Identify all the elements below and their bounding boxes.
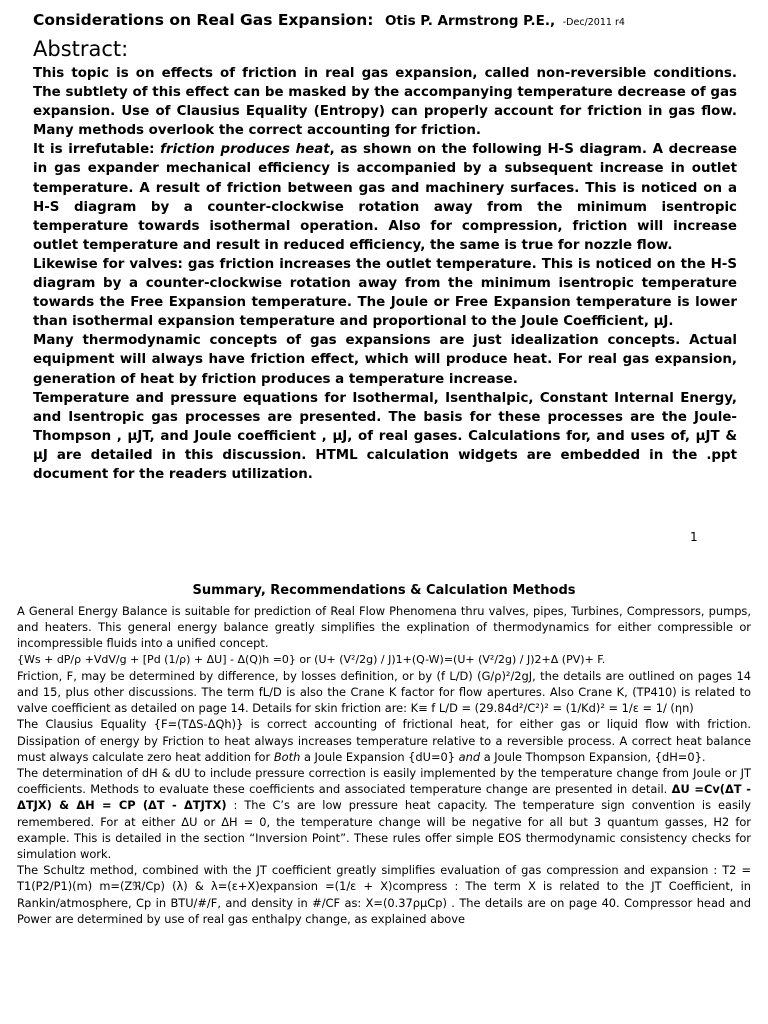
energy-change-equation: ΔU =Cv(ΔT - ΔTJX) & ΔH = CP (ΔT - ΔTJTX): [17, 782, 751, 813]
document-date: -Dec/2011 r4: [562, 17, 625, 28]
summary-paragraph: The Clausius Equality {F=(TΔS-ΔQh)} is correct accounting of frictional heat, for either gas or liquid flow with friction. Dissipation of energy by Friction to heat always increases temperature relative to a reversible process. A correct heat balance must always calculate zero heat addition for Both a Joule Expansion {dU=0} and a Joule Thompson Expansion, {dH=0}.: [17, 717, 751, 764]
document-title: Considerations on Real Gas Expansion:: [33, 11, 374, 29]
author-name: Otis P. Armstrong P.E.,: [385, 13, 556, 29]
summary-body: [17, 603, 751, 927]
summary-paragraph: Friction, F, may be determined by difference, by losses definition, or by (f L/D) (G/ρ)²/2gJ, the details are outlined on pages 14 and 15, plus other discussions. The term fL/D is also the Crane K factor for flow apertures. Also Crane K, (TP410) is related to valve coefficient as detailed on page 14. Details for skin friction are: K≡ f L/D = (29.84d²/C²)² = (1/Kd)² = 1/ε = 1/ (ηn): [17, 668, 751, 716]
abstract-heading: Abstract:: [33, 37, 129, 61]
abstract-body: [33, 64, 737, 484]
summary-paragraph: The Schultz method, combined with the JT coefficient greatly simplifies evaluation of gas compression and expansion : T2 = T1(P2/P1)(m) m=(Zℜ/Cp) (λ) & λ=(ε+X)expansion =(1/ε + X)compress : The term X is related to the JT Coefficient, in Rankin/atmosphere, Cp in BTU/#/F, and density in #/CF as: X=(0.37ρμCp) . The details are on page 40. Compressor head and Power are determined by use of real gas enthalpy change, as explained above: [17, 863, 751, 926]
abstract-paragraph: This topic is on effects of friction in real gas expansion, called non-reversible conditions. The subtlety of this effect can be masked by the accompanying temperature decrease of gas expansion. Use of Clausius Equality (Entropy) can properly account for friction in gas flow. Many methods overlook the correct accounting for friction.: [33, 66, 737, 139]
page-2: [17, 581, 751, 927]
page-1: [33, 10, 737, 484]
abstract-paragraph: Many thermodynamic concepts of gas expansions are just idealization concepts. Actual equipment will always have friction effect, which will produce heat. For real gas expansion, generation of heat by friction produces a temperature increase.: [33, 333, 737, 387]
summary-heading: Summary, Recommendations & Calculation Methods: [192, 583, 576, 598]
emphasis-text: friction produces heat: [160, 142, 330, 158]
summary-paragraph: A General Energy Balance is suitable for prediction of Real Flow Phenomena thru valves, pipes, Turbines, Compressors, pumps, and heaters. This general energy balance greatly simplifies the explination of thermodynamics for either compressible or incompressible fluids into a unified concept.: [17, 604, 751, 651]
abstract-paragraph: It is irrefutable: friction produces heat, as shown on the following H-S diagram. A decrease in gas expander mechanical efficiency is accompanied by a subsequent increase in outlet temperature. A result of friction between gas and machinery surfaces. This is noticed on a H-S diagram by a counter-clockwise rotation away from the minimum isentropic temperature towards isothermal operation. Also for compression, friction will increase outlet temperature and result in reduced efficiency, the same is true for nozzle flow.: [33, 142, 737, 253]
summary-paragraph: The determination of dH & dU to include pressure correction is easily implemented by the temperature change from Joule or JT coefficients. Methods to evaluate these coefficients and associated temperature change are presented in detail. ΔU =Cv(ΔT - ΔTJX) & ΔH = CP (ΔT - ΔTJTX) : The C’s are low pressure heat capacity. The temperature sign convention is easily remembered. For at either ΔU or ΔH = 0, the temperature change will be negative for all but 3 quantum gasses, H2 for example. This is detailed in the section “Inversion Point”. These rules offer simple EOS thermodynamic consistency checks for simulation work.: [17, 766, 751, 862]
energy-balance-equation: {Ws + dP/ρ +VdV/g + [Pd (1/ρ) + ΔU] - Δ(Q)h =0} or (U+ (V²/2g) / J)1+(Q-W)=(U+ (V²/2g) / J)2+Δ (PV)+ F.: [17, 652, 606, 666]
document-title-line: [33, 10, 737, 34]
abstract-paragraph: Likewise for valves: gas friction increases the outlet temperature. This is noticed on the H-S diagram by a counter-clockwise rotation away from the minimum isentropic temperature towards the Free Expansion temperature. The Joule or Free Expansion temperature is lower than isothermal expansion temperature and proportional to the Joule Coefficient, μJ.: [33, 256, 737, 330]
abstract-paragraph: Temperature and pressure equations for Isothermal, Isenthalpic, Constant Internal Energy, and Isentropic gas processes are presented. The basis for these processes are the Joule-Thompson , μJT, and Joule coefficient , μJ, of real gases. Calculations for, and uses of, μJT & μJ are detailed in this discussion. HTML calculation widgets are embedded in the .ppt document for the readers utilization.: [33, 390, 737, 482]
page-number: 1: [690, 530, 698, 544]
